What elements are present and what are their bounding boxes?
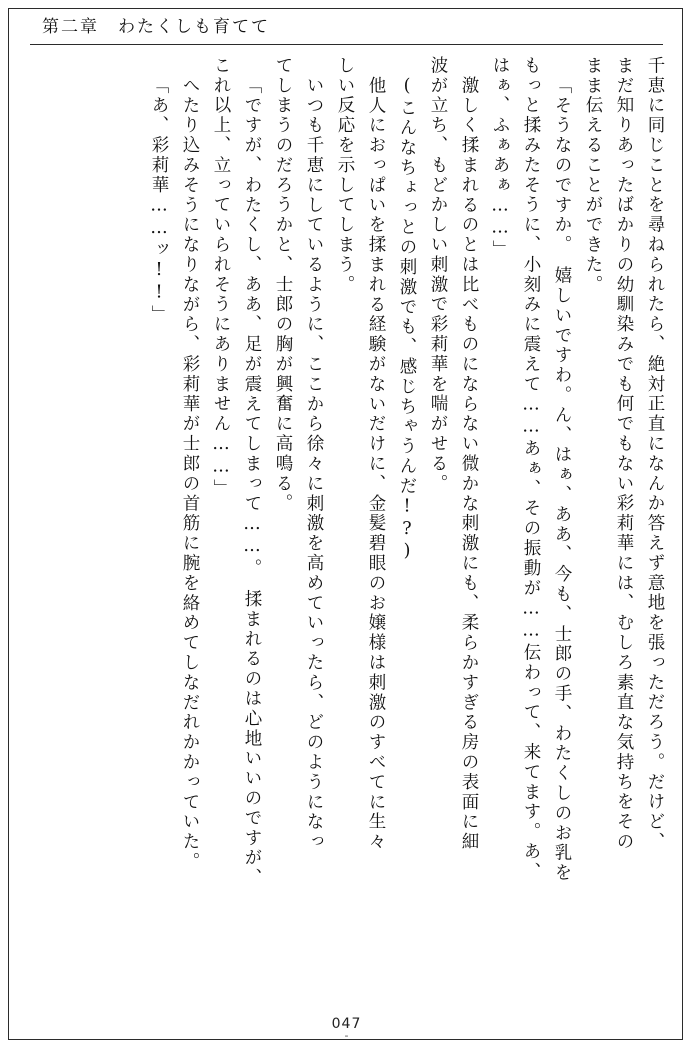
text-column: 「ですが、わたくし、ああ、足が震えてしまって……。 揉まれるのは心地いいのですが、: [242, 76, 262, 889]
text-column: (こんなちょっとの刺激でも、感じちゃうんだ!?): [397, 76, 417, 564]
body-text-area: [30, 56, 663, 996]
page-number-mark: -: [344, 1029, 349, 1042]
header-divider: [30, 44, 663, 45]
text-column: 激しく揉まれるのとは比べものにならない微かな刺激にも、柔らかすぎる房の表面に細: [459, 76, 479, 853]
text-column: てしまうのだろうかと、士郎の胸が興奮に高鳴る。: [273, 56, 293, 514]
text-column: 他人におっぱいを揉まれる経験がないだけに、金髪碧眼のお嬢様は刺激のすべてに生々: [366, 76, 386, 853]
text-column: 波が立ち、もどかしい刺激で彩莉華を喘がせる。: [428, 56, 448, 494]
text-column: へたり込みそうになりながら、彩莉華が士郎の首筋に腕を絡めてしなだれかかっていた。: [180, 76, 200, 872]
text-column: 「あ、彩莉華……ッ!!」: [149, 76, 169, 325]
text-column: いつも千恵にしているように、ここから徐々に刺激を高めていったら、どのようになっ: [304, 76, 324, 853]
text-column: 千恵に同じことを尋ねられたら、絶対正直になんか答えず意地を張っただろう。だけど、: [645, 56, 665, 852]
page-number: 047: [331, 1016, 362, 1032]
text-column: まだ知りあったばかりの幼馴染みでも何でもない彩莉華には、むしろ素直な気持ちをその: [614, 56, 634, 852]
text-column: はぁ、ふぁあぁ……」: [490, 56, 510, 260]
text-column: まま伝えることができた。: [583, 56, 603, 295]
text-column: これ以上、立っていられそうにありません……」: [211, 56, 231, 499]
text-column: 「そうなのですか。 嬉しいですわ。ん、はぁ、ああ、今も、士郎の手、わたくしのお乳を: [552, 76, 572, 884]
text-column: もっと揉みたそうに、小刻みに震えて……あぁ、その振動が……伝わって、来てます。あ、: [521, 56, 541, 882]
text-column: しい反応を示してしまう。: [335, 56, 355, 295]
chapter-header: 第二章 わたくしも育てて: [42, 17, 270, 37]
